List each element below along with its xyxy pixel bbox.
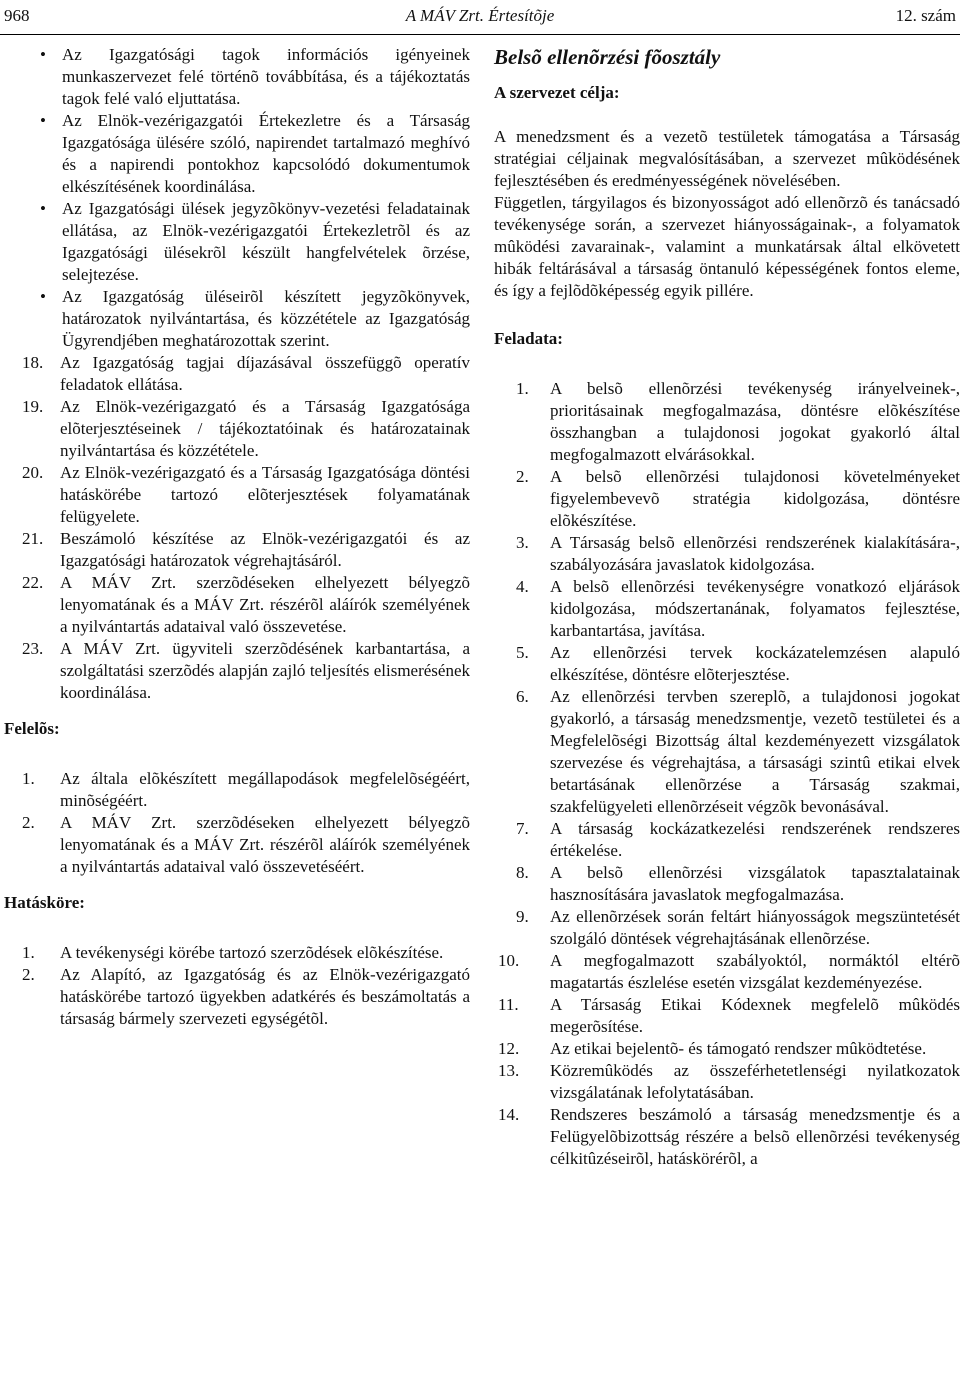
left-column [4,44,470,1030]
list-item: 10. A megfogalmazott szabályoktól, normáktól eltérõ magatartás észlelése esetén vizsgálat kezdeményezése. [498,951,960,992]
page-header [0,0,960,35]
feladata-heading: Feladata: [494,329,563,348]
bullet-icon: • [40,111,46,130]
felelos-heading: Felelõs: [4,719,60,738]
list-item: 14. Rendszeres beszámoló a társaság menedzsmentje és a Felügyelõbizottság részére a belsõ ellenõrzési tevékenység célkitûzéseirõl, hatáskörérõl, a [498,1105,960,1168]
bullet-item: • Az Igazgatóság üléseirõl készített jegyzõkönyvek, határozatok nyilvántartása, és közzététele az Igazgatóság Ügyrendjében meghatározottak szerint. [40,287,470,350]
list-item: 8. A belsõ ellenõrzési vizsgálatok tapasztalatainak hasznosítására javaslatok megfogalmazása. [516,863,960,904]
list-item: 18. Az Igazgatóság tagjai díjazásával összefüggõ operatív feladatok ellátása. [22,353,470,394]
list-item: 1. A belsõ ellenõrzési tevékenység irányelveinek-, prioritásainak megfogalmazása, döntésre elõkészítése összhangban a tulajdonosi jogokat gyakorló által megfogalmazott elvárásokkal. [516,379,960,464]
list-item: 22. A MÁV Zrt. szerzõdéseken elhelyezett bélyegzõ lenyomatának és a MÁV Zrt. részérõl aláírók személyének a nyilvántartás adataival való összevetése. [22,573,470,636]
list-item: 11. A Társaság Etikai Kódexnek megfelelõ mûködés megerõsítése. [498,995,960,1036]
list-item: 4. A belsõ ellenõrzési tevékenységre vonatkozó eljárások kidolgozása, módszertanának, folyamatos fejlesztése, karbantartása, javítása. [516,577,960,640]
bullet-icon: • [40,45,46,64]
bullet-item: • Az Igazgatósági ülések jegyzõkönyv-vezetési feladatainak ellátása, az Elnök-vezérigazgatói Értekezletrõl és az Igazgatósági ülésekrõl készült hangfelvételek õrzése, selejtezése. [40,199,470,284]
issue-number: 12. szám [895,6,956,25]
bullet-icon: • [40,287,46,306]
list-item: 19. Az Elnök-vezérigazgató és a Társaság Igazgatósága elõterjesztéseinek / tájékoztatóinak és határozatainak nyilvántartása és közzététele. [22,397,470,460]
list-item: 5. Az ellenõrzési tervek kockázatelemzésen alapuló elkészítése, döntésre elõterjesztése. [516,643,960,684]
list-item: 1. Az általa elõkészített megállapodások megfelelõségéért, minõségéért. [22,769,470,810]
list-item: 13. Közremûködés az összeférhetetlenségi nyilatkozatok vizsgálatának lefolytatásában. [498,1061,960,1102]
list-item: 23. A MÁV Zrt. ügyviteli szerzõdésének karbantartása, a szolgáltatási szerzõdés alapján zajló teljesítés elismerésének koordinálása. [22,639,470,702]
list-item: 12. Az etikai bejelentõ- és támogató rendszer mûködtetése. [498,1039,927,1058]
journal-title: A MÁV Zrt. Értesítõje [405,6,555,25]
bullet-item: • Az Igazgatósági tagok információs igényeinek munkaszervezet felé történõ továbbítása, és a tájékoztatás tagok felé való eljuttatása. [40,45,470,108]
list-item: 2. A belsõ ellenõrzési tulajdonosi követelményeket figyelembevevõ stratégia kidolgozása, döntésre elõkészítése. [516,467,960,530]
list-item: 6. Az ellenõrzési tervben szereplõ, a tulajdonosi jogokat gyakorló, a társaság menedzsmentje, vezetõ testületei és a Megfelelõségi Bizottság által kezdeményezett vizsgálatok szervezése és végrehajtása, a társasági szintû etikai elvek betartásának ellenõrzése a Társaság szakmai, szakfelügyeleti ellenõrzéseit végzõk bevonásával. [516,687,960,816]
list-item: 20. Az Elnök-vezérigazgató és a Társaság Igazgatósága döntési hatáskörébe tartozó elõterjesztések folyamatának felügyelete. [22,463,470,526]
list-item: 1. A tevékenységi körébe tartozó szerzõdések elõkészítése. [22,943,444,962]
list-item: 2. Az Alapító, az Igazgatóság és az Elnök-vezérigazgató hatáskörébe tartozó ügyekben adatkérés és beszámoltatás a társaság bármely szervezeti egységétõl. [22,965,470,1028]
bullet-item: • Az Elnök-vezérigazgatói Értekezletre és a Társaság Igazgatósága ülésére szóló, napirendet tartalmazó meghívó és a napirendi pontokhoz kapcsolódó dokumentumok elkészítésének koordinálása. [40,111,470,196]
page-number: 968 [4,6,30,25]
cel-heading: A szervezet célja: [494,83,620,102]
hataskore-heading: Hatásköre: [4,893,85,912]
list-item: 21. Beszámoló készítése az Elnök-vezérigazgatói és az Igazgatósági határozatok végrehajtásáról. [22,529,470,570]
list-item: 3. A Társaság belsõ ellenõrzési rendszerének kialakítására-, szabályozására javaslatok kidolgozása. [516,533,960,574]
list-item: 2. A MÁV Zrt. szerzõdéseken elhelyezett bélyegzõ lenyomatának és a MÁV Zrt. részérõl aláírók személyének a nyilvántartás adataival való összevetéséért. [22,813,470,876]
list-item: 9. Az ellenõrzések során feltárt hiányosságok megszüntetését szolgáló döntések végrehajtásának ellenõrzése. [516,907,960,948]
section-title: Belsõ ellenõrzési fõosztály [494,45,721,69]
paragraph: Független, tárgyilagos és bizonyosságot adó ellenõrzõ és tanácsadó tevékenysége során, a szervezet hiányosságainak-, a folyamatok mûködési zavarainak-, valamint a munkatársak által elkövetett hibák feltárásával a társaság öntanuló képességének fontos eleme, és így a fejlõdõképesség egyik pillére. [494,193,960,300]
right-column [494,44,960,1170]
paragraph: A menedzsment és a vezetõ testületek támogatása a Társaság stratégiai céljainak megvalósításában, a szervezet mûködésének fejlesztésében és eredményességének növelésében. [494,127,960,190]
bullet-icon: • [40,199,46,218]
list-item: 7. A társaság kockázatkezelési rendszerének rendszeres értékelése. [516,819,960,860]
